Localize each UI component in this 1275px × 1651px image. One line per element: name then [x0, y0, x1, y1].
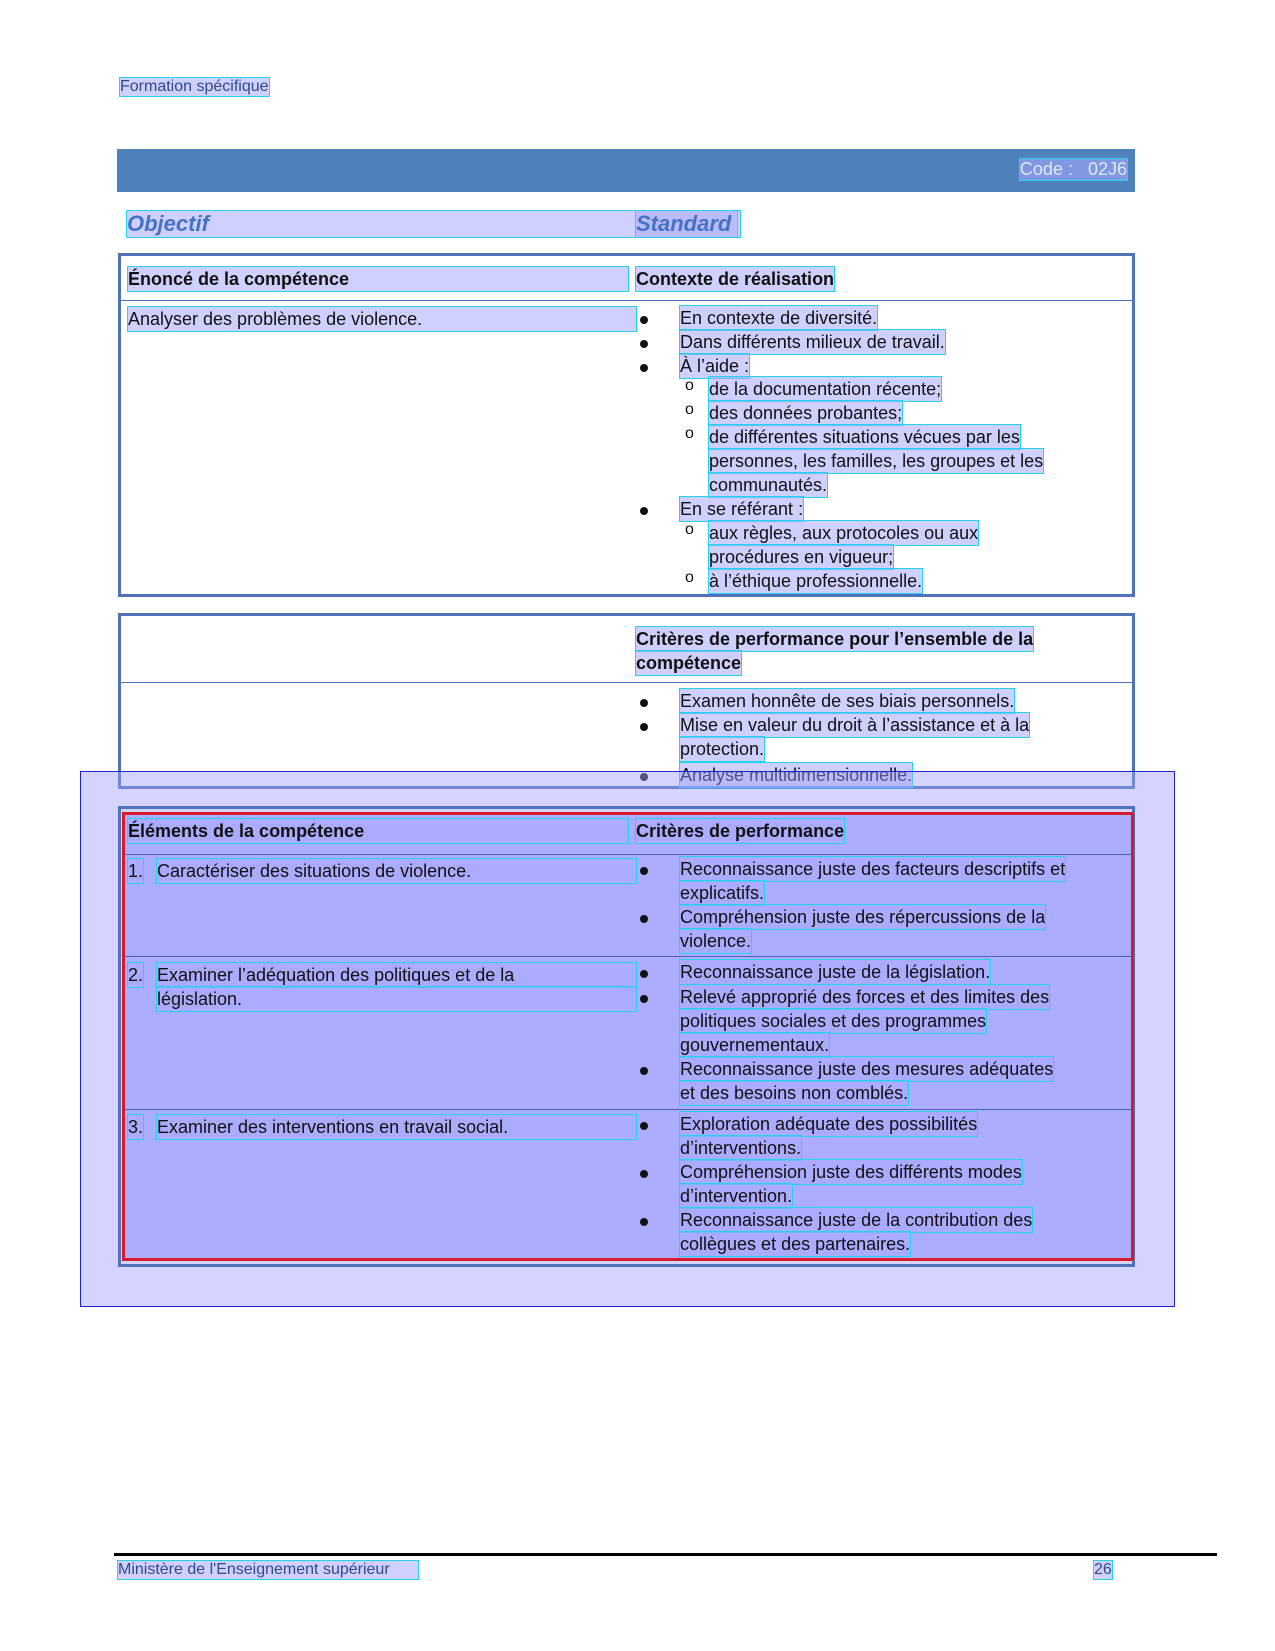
footer-ministry: Ministère de l'Enseignement supérieur	[118, 1561, 418, 1579]
competence-statement: Analyser des problèmes de violence.	[128, 307, 636, 331]
bullet-icon	[640, 867, 648, 875]
context-item: En se référant :	[680, 499, 804, 519]
bullet-icon	[640, 340, 648, 348]
overall-criterion: Analyse multidimensionnelle.	[680, 765, 913, 785]
criterion-text: Exploration adéquate des possibilités	[680, 1114, 978, 1134]
context-subitem: personnes, les familles, les groupes et les	[709, 451, 1044, 471]
statement-column-heading: Énoncé de la compétence	[128, 267, 628, 291]
criterion-text: Compréhension juste des différents modes	[680, 1162, 1022, 1182]
overall-criterion: protection.	[680, 739, 765, 759]
criterion-text: Reconnaissance juste des facteurs descriptifs et	[680, 859, 1066, 879]
bullet-icon	[640, 507, 648, 515]
competence-table	[118, 253, 1135, 597]
circle-bullet-icon: o	[685, 569, 694, 586]
circle-bullet-icon: o	[685, 425, 694, 442]
context-item: Dans différents milieux de travail.	[680, 332, 945, 352]
criterion-text: politiques sociales et des programmes	[680, 1011, 987, 1031]
bullet-icon	[640, 970, 648, 978]
elements-column-heading: Éléments de la compétence	[128, 819, 628, 843]
bullet-icon	[640, 699, 648, 707]
overall-criteria-heading: Critères de performance pour l’ensemble de la	[636, 629, 1034, 649]
objective-heading: Objectif	[127, 211, 737, 237]
bullet-icon	[640, 364, 648, 372]
context-subitem: de différentes situations vécues par les	[709, 427, 1020, 447]
criterion-text: Compréhension juste des répercussions de la	[680, 907, 1046, 927]
elements-table	[122, 812, 1134, 1261]
circle-bullet-icon: o	[685, 401, 694, 418]
program-code: Code : 02J6	[1019, 159, 1127, 179]
bullet-icon	[640, 1170, 648, 1178]
criterion-text: violence.	[680, 931, 752, 951]
criterion-text: Reconnaissance juste de la législation.	[680, 962, 991, 982]
overall-criterion: Examen honnête de ses biais personnels.	[680, 691, 1015, 711]
circle-bullet-icon: o	[685, 377, 694, 394]
context-subitem: procédures en vigueur;	[709, 547, 894, 567]
context-subitem: des données probantes;	[709, 403, 903, 423]
overall-criterion: Mise en valeur du droit à l’assistance et à la	[680, 715, 1030, 735]
element-number: 3.	[128, 1117, 144, 1137]
criteria-column-heading: Critères de performance	[636, 821, 845, 841]
page-number: 26	[1094, 1561, 1112, 1578]
element-text: Examiner l’adéquation des politiques et de la	[157, 963, 636, 987]
standard-heading: Standard	[636, 211, 740, 237]
context-subitem: de la documentation récente;	[709, 379, 942, 399]
bullet-icon	[640, 1067, 648, 1075]
bullet-icon	[640, 1218, 648, 1226]
footer-rule	[114, 1553, 1217, 1556]
circle-bullet-icon: o	[685, 521, 694, 538]
context-subitem: à l’éthique professionnelle.	[709, 571, 923, 591]
context-subitem: communautés.	[709, 475, 828, 495]
criterion-text: d’intervention.	[680, 1186, 793, 1206]
element-text: législation.	[157, 987, 636, 1011]
criterion-text: Reconnaissance juste des mesures adéquates	[680, 1059, 1054, 1079]
context-item: À l’aide :	[680, 356, 750, 376]
context-subitem: aux règles, aux protocoles ou aux	[709, 523, 979, 543]
code-bar	[117, 149, 1135, 192]
context-column-heading: Contexte de réalisation	[636, 269, 835, 289]
bullet-icon	[640, 915, 648, 923]
overall-criteria-table	[118, 613, 1135, 789]
bullet-icon	[640, 1122, 648, 1130]
criterion-text: gouvernementaux.	[680, 1035, 830, 1055]
criterion-text: Relevé approprié des forces et des limites des	[680, 987, 1050, 1007]
element-number: 1.	[128, 861, 144, 881]
page-header-title: Formation spécifique	[120, 78, 269, 95]
criterion-text: collègues et des partenaires.	[680, 1234, 911, 1254]
context-item: En contexte de diversité.	[680, 308, 878, 328]
criterion-text: et des besoins non comblés.	[680, 1083, 909, 1103]
element-number: 2.	[128, 965, 144, 985]
bullet-icon	[640, 995, 648, 1003]
criterion-text: d’interventions.	[680, 1138, 802, 1158]
criterion-text: Reconnaissance juste de la contribution des	[680, 1210, 1033, 1230]
overall-criteria-heading: compétence	[636, 653, 742, 673]
bullet-icon	[640, 316, 648, 324]
criterion-text: explicatifs.	[680, 883, 765, 903]
element-text: Examiner des interventions en travail social.	[157, 1115, 636, 1139]
element-text: Caractériser des situations de violence.	[157, 859, 636, 883]
bullet-icon	[640, 723, 648, 731]
